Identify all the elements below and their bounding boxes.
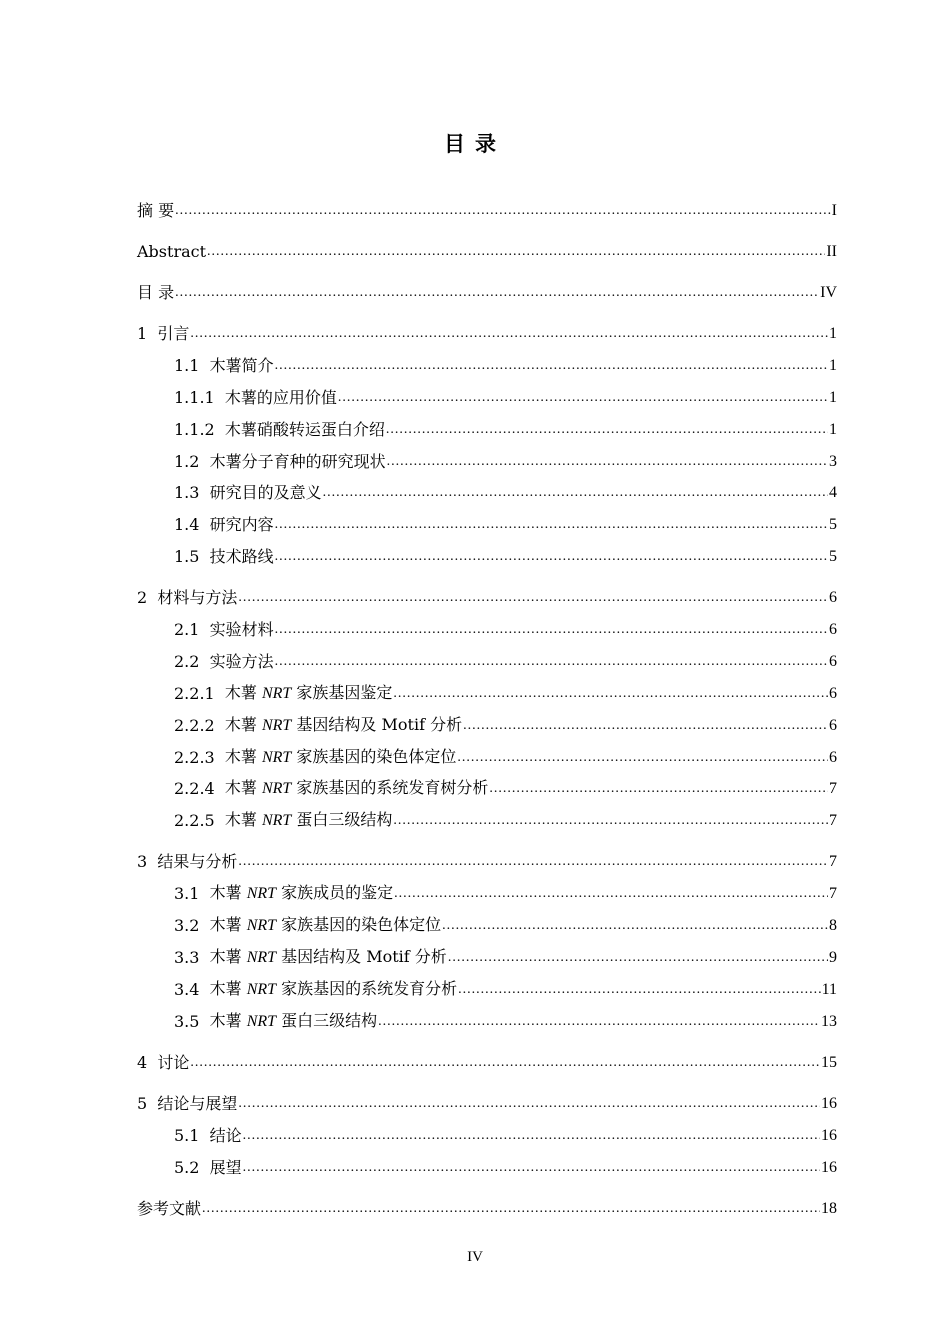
dot-leader bbox=[338, 388, 828, 408]
toc-entry-label: 木薯 NRT 基因结构及 Motif 分析 bbox=[209, 947, 447, 966]
toc-entry-label: 木薯的应用价值 bbox=[224, 388, 337, 407]
toc-entry-page: 7 bbox=[829, 885, 837, 902]
toc-entry-page: 6 bbox=[829, 621, 837, 638]
toc-entry[interactable] bbox=[174, 477, 837, 503]
dot-leader bbox=[175, 283, 819, 303]
toc-entry[interactable] bbox=[137, 846, 837, 872]
toc-entry[interactable] bbox=[174, 878, 837, 904]
toc-entry-page: I bbox=[831, 202, 837, 219]
dot-leader bbox=[457, 748, 828, 768]
toc-entry[interactable] bbox=[137, 582, 837, 608]
gene-name: NRT bbox=[261, 685, 292, 702]
toc-entry[interactable] bbox=[137, 1193, 837, 1219]
toc-entry-number: 2.2.4 bbox=[174, 779, 225, 798]
toc-entry-label: 结论 bbox=[209, 1126, 242, 1145]
toc-entry[interactable] bbox=[137, 236, 837, 262]
toc-entry-page: 6 bbox=[829, 653, 837, 670]
toc-entry-page: 15 bbox=[821, 1054, 837, 1071]
toc-entry-label: 木薯 NRT 家族基因的系统发育分析 bbox=[209, 979, 458, 998]
toc-entry-label: 木薯 NRT 基因结构及 Motif 分析 bbox=[224, 715, 463, 734]
toc-entry-label: 木薯分子育种的研究现状 bbox=[209, 452, 386, 471]
toc-entry[interactable] bbox=[174, 509, 837, 535]
toc-entry-page: 6 bbox=[829, 589, 837, 606]
dot-leader bbox=[238, 852, 828, 872]
toc-entry[interactable] bbox=[174, 805, 837, 831]
toc-entry-page: 1 bbox=[829, 325, 837, 342]
toc-entry[interactable] bbox=[137, 195, 837, 221]
dot-leader bbox=[448, 948, 828, 968]
dot-leader bbox=[238, 1094, 820, 1114]
toc-entry[interactable] bbox=[174, 541, 837, 567]
dot-leader bbox=[202, 1199, 820, 1219]
dot-leader bbox=[275, 652, 828, 672]
dot-leader bbox=[275, 356, 828, 376]
dot-leader bbox=[275, 547, 828, 567]
toc-entry-number: 1.5 bbox=[174, 547, 210, 566]
gene-name: NRT bbox=[246, 949, 277, 966]
toc-entry-label: 实验方法 bbox=[209, 652, 274, 671]
dot-leader bbox=[378, 1012, 820, 1032]
toc-entry-label: 研究目的及意义 bbox=[209, 483, 322, 502]
toc-entry-label: 目 录 bbox=[137, 283, 175, 302]
toc-entry-page: 16 bbox=[821, 1095, 837, 1112]
toc-entry-label: 技术路线 bbox=[209, 547, 274, 566]
toc-entry[interactable] bbox=[137, 277, 837, 303]
toc-entry-page: 1 bbox=[829, 421, 837, 438]
toc-entry-page: 1 bbox=[829, 357, 837, 374]
toc-entry[interactable] bbox=[137, 318, 837, 344]
toc-entry[interactable] bbox=[174, 678, 837, 704]
toc-entry-label: 结果与分析 bbox=[157, 852, 238, 871]
dot-leader bbox=[387, 452, 828, 472]
toc-entry-label: 木薯 NRT 家族基因的染色体定位 bbox=[209, 915, 442, 934]
dot-leader bbox=[243, 1126, 820, 1146]
toc-entry-label: 材料与方法 bbox=[157, 588, 238, 607]
toc-entry[interactable] bbox=[174, 446, 837, 472]
toc-entry-number: 5.2 bbox=[174, 1158, 210, 1177]
toc-entry[interactable] bbox=[137, 1047, 837, 1073]
toc-entry-label: 结论与展望 bbox=[157, 1094, 238, 1113]
toc-entry-page: 5 bbox=[829, 516, 837, 533]
dot-leader bbox=[275, 515, 828, 535]
toc-entry-number: 3.5 bbox=[174, 1012, 210, 1031]
dot-leader bbox=[275, 620, 828, 640]
toc-entry-label: 木薯 NRT 蛋白三级结构 bbox=[209, 1011, 378, 1030]
toc-entry-number: 3.2 bbox=[174, 916, 210, 935]
page-number: IV bbox=[467, 1249, 483, 1265]
toc-entry-label: Abstract bbox=[137, 242, 207, 261]
dot-leader bbox=[190, 324, 828, 344]
toc-entry-label: 木薯硝酸转运蛋白介绍 bbox=[224, 420, 385, 439]
dot-leader bbox=[393, 684, 828, 704]
toc-entry-number: 2.2.3 bbox=[174, 748, 225, 767]
toc-entry[interactable] bbox=[174, 414, 837, 440]
toc-entry-number: 3 bbox=[137, 852, 158, 871]
toc-entry-page: 7 bbox=[829, 812, 837, 829]
toc-entry-label: 木薯简介 bbox=[209, 356, 274, 375]
toc-entry[interactable] bbox=[174, 942, 837, 968]
toc-entry-number: 2.2.2 bbox=[174, 716, 225, 735]
toc-entry-page: 6 bbox=[829, 685, 837, 702]
toc-entry-number: 3.1 bbox=[174, 884, 210, 903]
toc-entry-page: 3 bbox=[829, 453, 837, 470]
toc-entry-page: IV bbox=[820, 284, 837, 301]
toc-entry-page: 6 bbox=[829, 717, 837, 734]
dot-leader bbox=[442, 916, 828, 936]
dot-leader bbox=[243, 1158, 820, 1178]
toc-entry-number: 1 bbox=[137, 324, 158, 343]
toc-entry-page: 13 bbox=[821, 1013, 837, 1030]
toc-entry-number: 1.3 bbox=[174, 483, 210, 502]
dot-leader bbox=[489, 779, 828, 799]
toc-entry-page: 1 bbox=[829, 389, 837, 406]
toc-entry-page: 9 bbox=[829, 949, 837, 966]
dot-leader bbox=[323, 483, 828, 503]
toc-entry[interactable] bbox=[174, 910, 837, 936]
toc-entry[interactable] bbox=[137, 1088, 837, 1114]
dot-leader bbox=[238, 588, 828, 608]
gene-name: NRT bbox=[261, 812, 292, 829]
toc-entry-number: 1.1.2 bbox=[174, 420, 225, 439]
gene-name: NRT bbox=[246, 885, 277, 902]
toc-entry-label: 研究内容 bbox=[209, 515, 274, 534]
dot-leader bbox=[393, 811, 828, 831]
toc-entry-page: 8 bbox=[829, 917, 837, 934]
toc-entry-page: 4 bbox=[829, 484, 837, 501]
toc-entry[interactable] bbox=[174, 1152, 837, 1178]
toc-entry-label: 木薯 NRT 家族成员的鉴定 bbox=[209, 883, 394, 902]
toc-entry[interactable] bbox=[174, 710, 837, 736]
toc-entry-number: 2.1 bbox=[174, 620, 210, 639]
toc-entry[interactable] bbox=[174, 646, 837, 672]
toc-entry-label: 摘 要 bbox=[137, 201, 175, 220]
toc-entry-number: 3.3 bbox=[174, 948, 210, 967]
toc-entry-label: 参考文献 bbox=[137, 1199, 202, 1218]
dot-leader bbox=[190, 1053, 820, 1073]
toc-entry-number: 1.1.1 bbox=[174, 388, 225, 407]
gene-name: NRT bbox=[246, 981, 277, 998]
toc-entry-page: 6 bbox=[829, 749, 837, 766]
toc-entry-page: 7 bbox=[829, 853, 837, 870]
gene-name: NRT bbox=[261, 780, 292, 797]
toc-entry-page: 5 bbox=[829, 548, 837, 565]
toc-entry-page: 16 bbox=[821, 1127, 837, 1144]
toc-entry-label: 木薯 NRT 蛋白三级结构 bbox=[224, 810, 393, 829]
toc-entry-label: 展望 bbox=[209, 1158, 242, 1177]
toc-entry-label: 木薯 NRT 家族基因的系统发育树分析 bbox=[224, 778, 489, 797]
dot-leader bbox=[394, 884, 828, 904]
toc-entry-number: 4 bbox=[137, 1053, 158, 1072]
toc-entry-number: 2 bbox=[137, 588, 158, 607]
gene-name: NRT bbox=[246, 917, 277, 934]
toc-entry-number: 3.4 bbox=[174, 980, 210, 999]
toc-entry-page: 11 bbox=[821, 981, 837, 998]
toc-entry[interactable] bbox=[174, 1006, 837, 1032]
toc-entry[interactable] bbox=[174, 974, 837, 1000]
toc-entry-number: 2.2.5 bbox=[174, 811, 225, 830]
toc-title: 目录 bbox=[444, 132, 506, 156]
toc-entry[interactable] bbox=[174, 1120, 837, 1146]
toc-entry-label: 引言 bbox=[157, 324, 190, 343]
toc-entry-number: 2.2 bbox=[174, 652, 210, 671]
gene-name: NRT bbox=[261, 749, 292, 766]
toc-entry-number: 1.2 bbox=[174, 452, 210, 471]
toc-entry[interactable] bbox=[174, 614, 837, 640]
toc-entry-page: 16 bbox=[821, 1159, 837, 1176]
gene-name: NRT bbox=[261, 717, 292, 734]
toc-entry-label: 讨论 bbox=[157, 1053, 190, 1072]
dot-leader bbox=[175, 201, 831, 221]
toc-entry-number: 1.1 bbox=[174, 356, 210, 375]
toc-entry-number: 2.2.1 bbox=[174, 684, 225, 703]
toc-entry-page: 18 bbox=[821, 1200, 837, 1217]
toc-entry-page: 7 bbox=[829, 780, 837, 797]
dot-leader bbox=[207, 242, 825, 262]
toc-entry-label: 木薯 NRT 家族基因的染色体定位 bbox=[224, 747, 457, 766]
toc-entry[interactable] bbox=[174, 350, 837, 376]
toc-entry-number: 5.1 bbox=[174, 1126, 210, 1145]
gene-name: NRT bbox=[246, 1013, 277, 1030]
toc-entry-number: 1.4 bbox=[174, 515, 210, 534]
toc-entry-label: 木薯 NRT 家族基因鉴定 bbox=[224, 683, 393, 702]
toc-entry-page: II bbox=[826, 243, 837, 260]
dot-leader bbox=[458, 980, 820, 1000]
toc-entry[interactable] bbox=[174, 742, 837, 768]
dot-leader bbox=[463, 716, 828, 736]
dot-leader bbox=[386, 420, 828, 440]
toc-entry[interactable] bbox=[174, 773, 837, 799]
toc-entry-label: 实验材料 bbox=[209, 620, 274, 639]
toc-entry[interactable] bbox=[174, 382, 837, 408]
toc-entry-number: 5 bbox=[137, 1094, 158, 1113]
